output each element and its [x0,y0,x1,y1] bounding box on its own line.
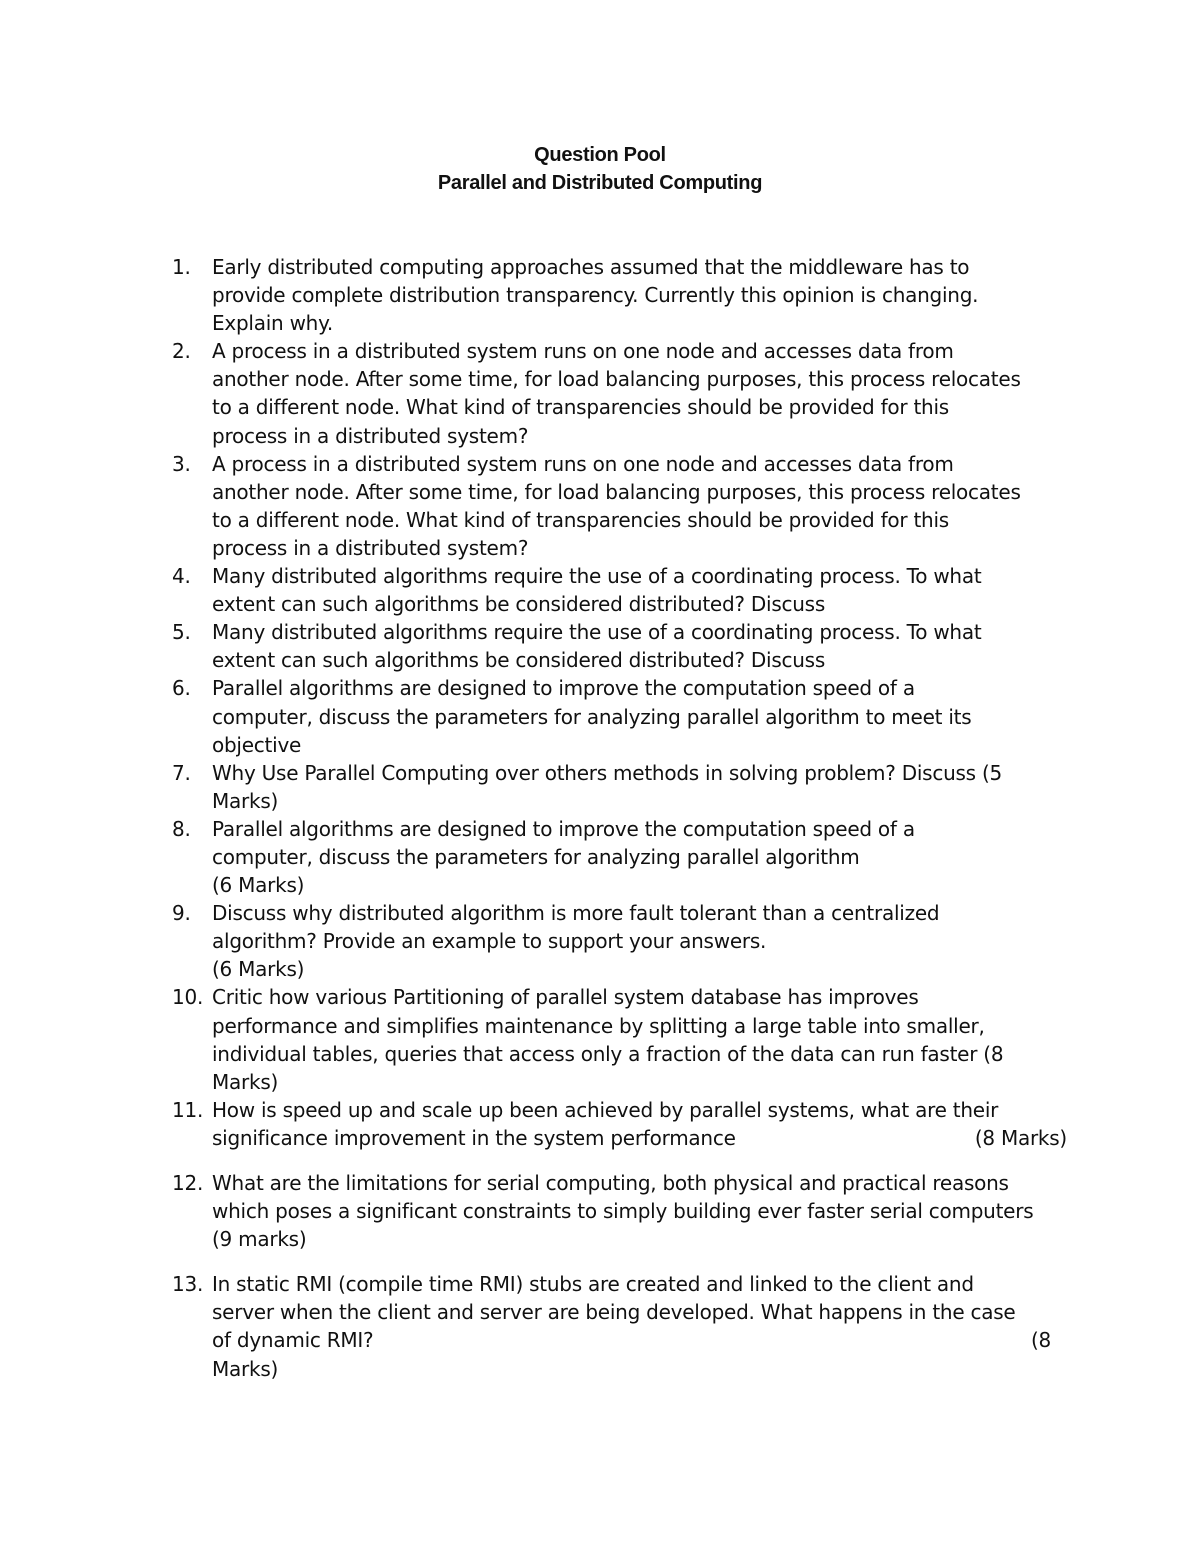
question-text-line: objective [212,732,302,757]
question-text-line: computer, discuss the parameters for analyzing parallel algorithm [212,844,860,869]
question-text-line: extent can such algorithms be considered distributed? Discuss [212,648,826,673]
question-text-line: extent can such algorithms be considered distributed? Discuss [212,592,826,617]
question-item-11 [172,1096,1067,1152]
question-number: 6. [172,676,191,701]
question-text-line: provide complete distribution transparency. Currently this opinion is changing. [212,283,979,308]
question-list [172,253,1067,1383]
question-number: 3. [172,451,191,476]
question-item-10 [172,983,1067,1095]
question-item-4 [172,562,1067,618]
question-text-line: to a different node. What kind of transparencies should be provided for this [212,395,949,420]
question-text-line: which poses a significant constraints to simply building ever faster serial computers [212,1199,1034,1224]
question-number: 1. [172,255,191,279]
question-text-line: (9 marks) [212,1227,307,1252]
question-item-3 [172,450,1067,562]
question-text-line: another node. After some time, for load balancing purposes, this process relocates [212,479,1021,504]
question-text-line: Critic how various Partitioning of parallel system database has improves [212,985,919,1010]
question-text: of dynamic RMI? [212,1328,374,1353]
question-number: 12. [172,1171,204,1195]
question-item-12 [172,1169,1067,1253]
question-text-line: Explain why. [212,311,333,336]
question-number: 9. [172,901,191,926]
question-item-2 [172,337,1067,449]
question-text-line: Marks) [212,788,279,813]
question-number: 11. [172,1097,204,1122]
question-text-line: How is speed up and scale up been achieved by parallel systems, what are their [212,1097,999,1122]
question-text-line [212,1124,1067,1152]
question-text-line: performance and simplifies maintenance by splitting a large table into smaller, [212,1013,985,1038]
question-number: 13. [172,1272,204,1297]
question-text-line: to a different node. What kind of transparencies should be provided for this [212,507,949,532]
marks-label: (8 Marks) [974,1125,1067,1150]
question-item-7 [172,759,1067,815]
document-title: Question Pool [534,144,666,166]
question-item-8 [172,815,1067,899]
question-text-line [212,1326,1067,1354]
question-text-line: individual tables, queries that access only a fraction of the data can run faster (8 [212,1041,1004,1066]
marks-label: (8 [1030,1328,1051,1353]
question-item-13 [172,1270,1067,1382]
document-subtitle: Parallel and Distributed Computing [437,172,763,194]
question-text-line: algorithm? Provide an example to support your answers. [212,929,767,954]
question-text-line: Parallel algorithms are designed to improve the computation speed of a [212,676,915,701]
question-text-line: A process in a distributed system runs on one node and accesses data from [212,451,954,476]
question-item-1 [172,253,1067,337]
question-text-line: Parallel algorithms are designed to improve the computation speed of a [212,816,915,841]
question-text-line: Marks) [212,1356,279,1381]
question-item-9 [172,899,1067,983]
question-text-line: server when the client and server are being developed. What happens in the case [212,1300,1016,1325]
question-number: 10. [172,985,204,1010]
question-number: 5. [172,620,191,645]
question-text-line: process in a distributed system? [212,535,529,560]
question-item-5 [172,618,1067,674]
question-text-line: Early distributed computing approaches assumed that the middleware has to [212,255,970,279]
question-number: 2. [172,339,191,364]
question-number: 8. [172,816,191,841]
question-item-6 [172,674,1067,758]
question-text: significance improvement in the system performance [212,1125,736,1150]
question-text-line: Many distributed algorithms require the use of a coordinating process. To what [212,620,982,645]
question-text-line: In static RMI (compile time RMI) stubs are created and linked to the client and [212,1272,974,1297]
question-number: 7. [172,760,191,785]
question-text-line: Marks) [212,1069,279,1094]
question-text-line: Many distributed algorithms require the use of a coordinating process. To what [212,564,982,589]
question-text-line: A process in a distributed system runs on one node and accesses data from [212,339,954,364]
question-text-line: another node. After some time, for load balancing purposes, this process relocates [212,367,1021,392]
question-text-line: process in a distributed system? [212,423,529,448]
question-text-line: Discuss why distributed algorithm is more fault tolerant than a centralized [212,901,940,926]
question-text-line: What are the limitations for serial computing, both physical and practical reasons [212,1171,1009,1195]
question-number: 4. [172,564,191,589]
question-text-line: Why Use Parallel Computing over others methods in solving problem? Discuss (5 [212,760,1002,785]
question-text-line: (6 Marks) [212,957,305,982]
question-text-line: (6 Marks) [212,873,305,898]
question-text-line: computer, discuss the parameters for analyzing parallel algorithm to meet its [212,704,972,729]
